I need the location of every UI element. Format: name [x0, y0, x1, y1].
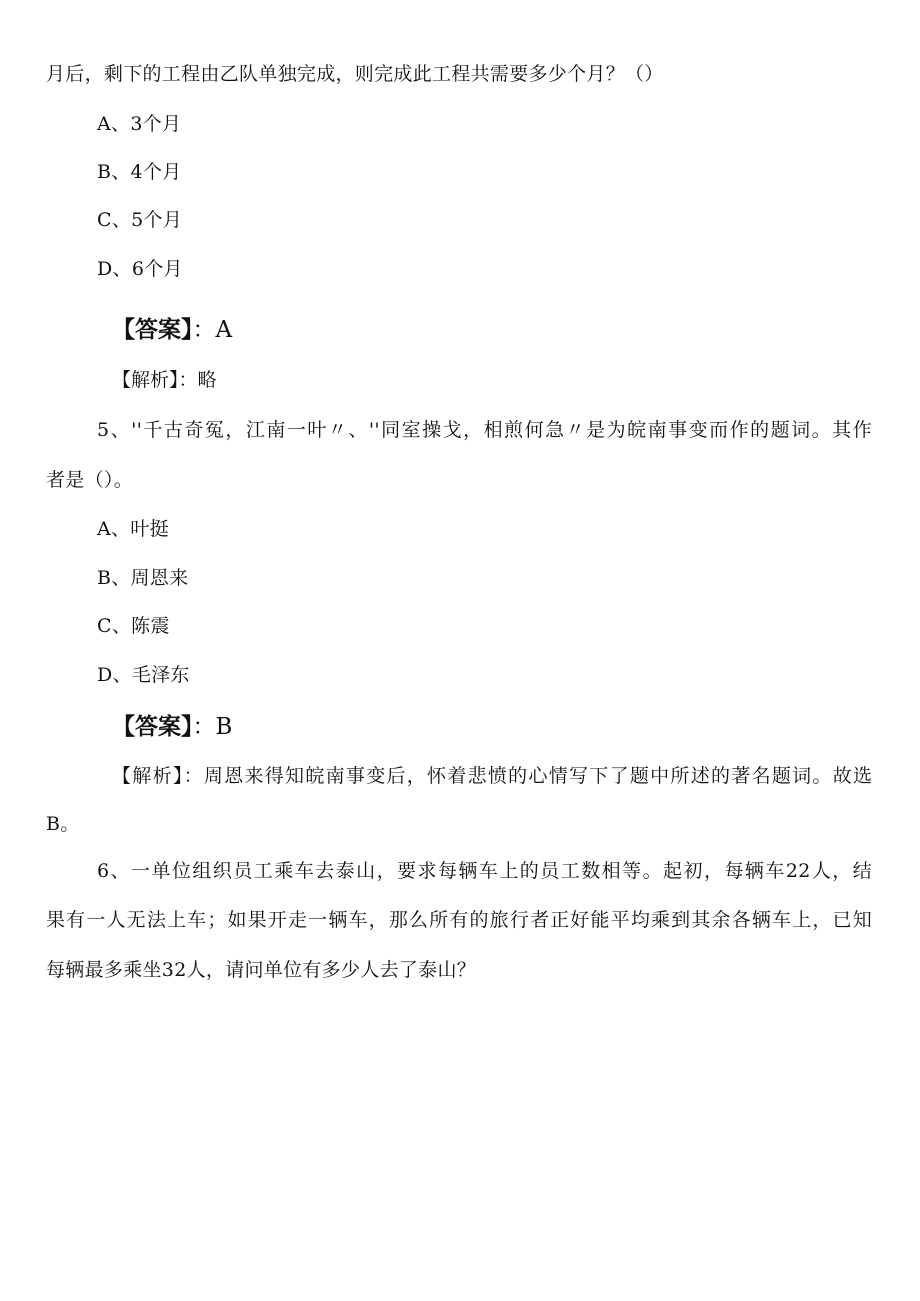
answer-label: 【答案】: [112, 714, 193, 740]
analysis-text: ：略: [178, 369, 217, 391]
question-4-analysis: [112, 368, 217, 392]
question-5-option-a: A、叶挺: [97, 518, 169, 540]
question-5-answer: [112, 713, 232, 741]
question-5-option-d: D、毛泽东: [97, 664, 190, 686]
question-4-option-d: D、6个月: [97, 258, 183, 280]
analysis-text: ：周恩来得知皖南事变后，怀着悲愤的心情写下了题中所述的著名题词。故选: [183, 765, 872, 787]
question-5-stem-line-2: 者是（）。: [46, 469, 134, 491]
question-6-stem-line-2: 果有一人无法上车；如果开走一辆车，那么所有的旅行者正好能平均乘到其余各辆车上，已知: [46, 909, 872, 931]
answer-label: 【答案】: [112, 317, 193, 343]
question-4-option-c: C、5个月: [97, 209, 183, 231]
analysis-label: 【解析】: [112, 765, 184, 787]
question-4-option-a: A、3个月: [97, 113, 182, 135]
question-6-stem-line-3: 每辆最多乘坐32人，请问单位有多少人去了泰山？: [46, 959, 477, 981]
question-5-analysis-line-2: B。: [46, 813, 80, 835]
question-4-answer: [112, 316, 232, 344]
answer-value: ：B: [192, 714, 233, 740]
analysis-label: 【解析】: [112, 369, 179, 391]
question-4-stem-tail: 月后，剩下的工程由乙队单独完成，则完成此工程共需要多少个月？（）: [46, 63, 664, 85]
question-5-option-b: B、周恩来: [97, 567, 189, 589]
question-5-option-c: C、陈震: [97, 615, 170, 637]
question-5-stem-line-1: 5、''千古奇冤，江南一叶〃、''同室操戈，相煎何急〃是为皖南事变而作的题词。其作: [97, 419, 872, 441]
question-5-analysis-line-1: [112, 764, 872, 788]
answer-value: ：A: [192, 317, 233, 343]
question-6-stem-line-1: 6、一单位组织员工乘车去泰山，要求每辆车上的员工数相等。起初，每辆车22人，结: [97, 860, 872, 882]
question-4-option-b: B、4个月: [97, 161, 182, 183]
